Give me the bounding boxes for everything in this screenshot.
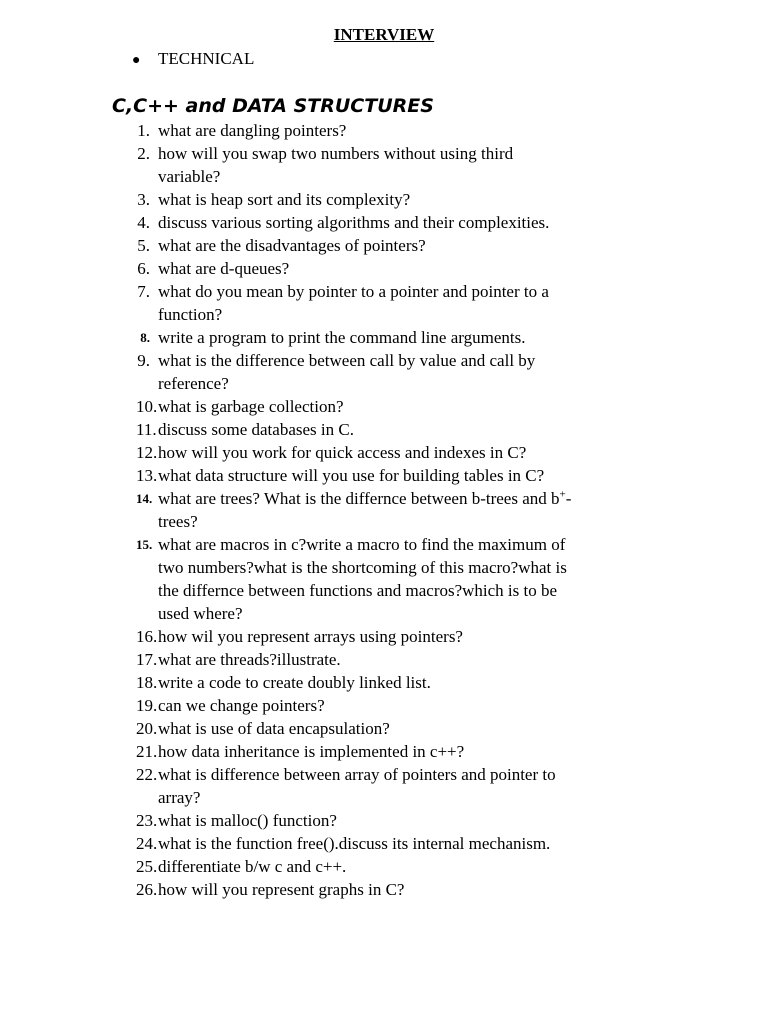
question-text-line: variable? (158, 167, 221, 186)
question-text-line: two numbers?what is the shortcoming of this macro?what is (158, 558, 567, 577)
superscript: + (559, 488, 566, 501)
question-text-line: what is the difference between call by value and call by (158, 351, 536, 370)
question-item (0, 878, 768, 901)
question-item (0, 142, 768, 188)
question-number: 7. (137, 282, 150, 301)
question-text-line: what do you mean by pointer to a pointer and pointer to a (158, 282, 549, 301)
question-text-line: function? (158, 305, 223, 324)
question-item (0, 533, 768, 625)
question-text-line: discuss various sorting algorithms and their complexities. (158, 213, 550, 232)
question-item (0, 717, 768, 740)
question-number: 23. (136, 811, 158, 830)
question-text-line: what is difference between array of pointers and pointer to (158, 765, 556, 784)
question-item (0, 625, 768, 648)
question-text-line: write a code to create doubly linked list. (158, 673, 431, 692)
section-heading: C,C++ and DATA STRUCTURES (112, 95, 434, 117)
question-number: 22. (136, 765, 158, 784)
question-number: 20. (136, 719, 158, 738)
question-number: 11. (136, 420, 157, 439)
question-text-line: what is the function free().discuss its internal mechanism. (158, 834, 551, 853)
question-text-line: what is garbage collection? (158, 397, 344, 416)
question-number: 1. (137, 121, 150, 140)
question-number: 18. (136, 673, 158, 692)
question-item (0, 648, 768, 671)
question-item (0, 326, 768, 349)
question-text-line: how wil you represent arrays using pointers? (158, 627, 463, 646)
question-item (0, 441, 768, 464)
question-text-line: what is malloc() function? (158, 811, 337, 830)
question-number: 21. (136, 742, 158, 761)
question-item (0, 349, 768, 395)
question-number: 14. (136, 491, 153, 506)
question-text-line: what are d-queues? (158, 259, 290, 278)
question-item (0, 694, 768, 717)
question-number: 15. (136, 537, 153, 552)
question-item (0, 671, 768, 694)
question-number: 2. (137, 144, 150, 163)
question-text-line: how data inheritance is implemented in c++? (158, 742, 465, 761)
question-text-line: what is heap sort and its complexity? (158, 190, 411, 209)
question-text-line: what are the disadvantages of pointers? (158, 236, 426, 255)
question-number: 17. (136, 650, 158, 669)
bullet-item-technical (132, 48, 254, 72)
question-number: 12. (136, 443, 158, 462)
question-number: 6. (137, 259, 150, 278)
question-item (0, 395, 768, 418)
question-number: 19. (136, 696, 158, 715)
question-number: 3. (137, 190, 150, 209)
question-item (0, 188, 768, 211)
question-text-line: array? (158, 788, 201, 807)
question-item (0, 464, 768, 487)
question-text-line: what data structure will you use for building tables in C? (158, 466, 545, 485)
question-item (0, 855, 768, 878)
question-text-line: what is use of data encapsulation? (158, 719, 390, 738)
question-item (0, 280, 768, 326)
question-item (0, 487, 768, 533)
question-text-line: what are threads?illustrate. (158, 650, 341, 669)
question-item (0, 234, 768, 257)
question-item (0, 809, 768, 832)
question-text-line: discuss some databases in C. (158, 420, 354, 439)
question-text-line: how will you represent graphs in C? (158, 880, 405, 899)
question-item (0, 740, 768, 763)
question-item (0, 832, 768, 855)
question-text-line: what are dangling pointers? (158, 121, 347, 140)
question-text-line: the differnce between functions and macros?which is to be (158, 581, 558, 600)
question-text-line: what are trees? What is the differnce between b-trees and b+- (158, 488, 572, 508)
question-text-line: how will you swap two numbers without using third (158, 144, 514, 163)
question-number: 25. (136, 857, 158, 876)
question-text-line: can we change pointers? (158, 696, 325, 715)
question-number: 8. (140, 330, 150, 345)
question-item (0, 763, 768, 809)
question-item (0, 257, 768, 280)
bullet-dot-icon: ● (132, 53, 141, 68)
question-item (0, 418, 768, 441)
question-item (0, 119, 768, 142)
question-text-line: write a program to print the command line arguments. (158, 328, 526, 347)
question-number: 4. (137, 213, 150, 232)
question-number: 10. (136, 397, 158, 416)
question-number: 5. (137, 236, 150, 255)
question-text-line: used where? (158, 604, 243, 623)
question-text-line: how will you work for quick access and indexes in C? (158, 443, 527, 462)
question-number: 16. (136, 627, 158, 646)
question-text-line: trees? (158, 512, 198, 531)
document-title: INTERVIEW (333, 25, 435, 44)
question-number: 9. (137, 351, 150, 370)
question-number: 13. (136, 466, 158, 485)
question-text-line: what are macros in c?write a macro to find the maximum of (158, 535, 566, 554)
question-item (0, 211, 768, 234)
question-text-line: differentiate b/w c and c++. (158, 857, 347, 876)
question-text-line: reference? (158, 374, 229, 393)
question-number: 24. (136, 834, 158, 853)
question-number: 26. (136, 880, 158, 899)
bullet-label: TECHNICAL (158, 49, 255, 68)
